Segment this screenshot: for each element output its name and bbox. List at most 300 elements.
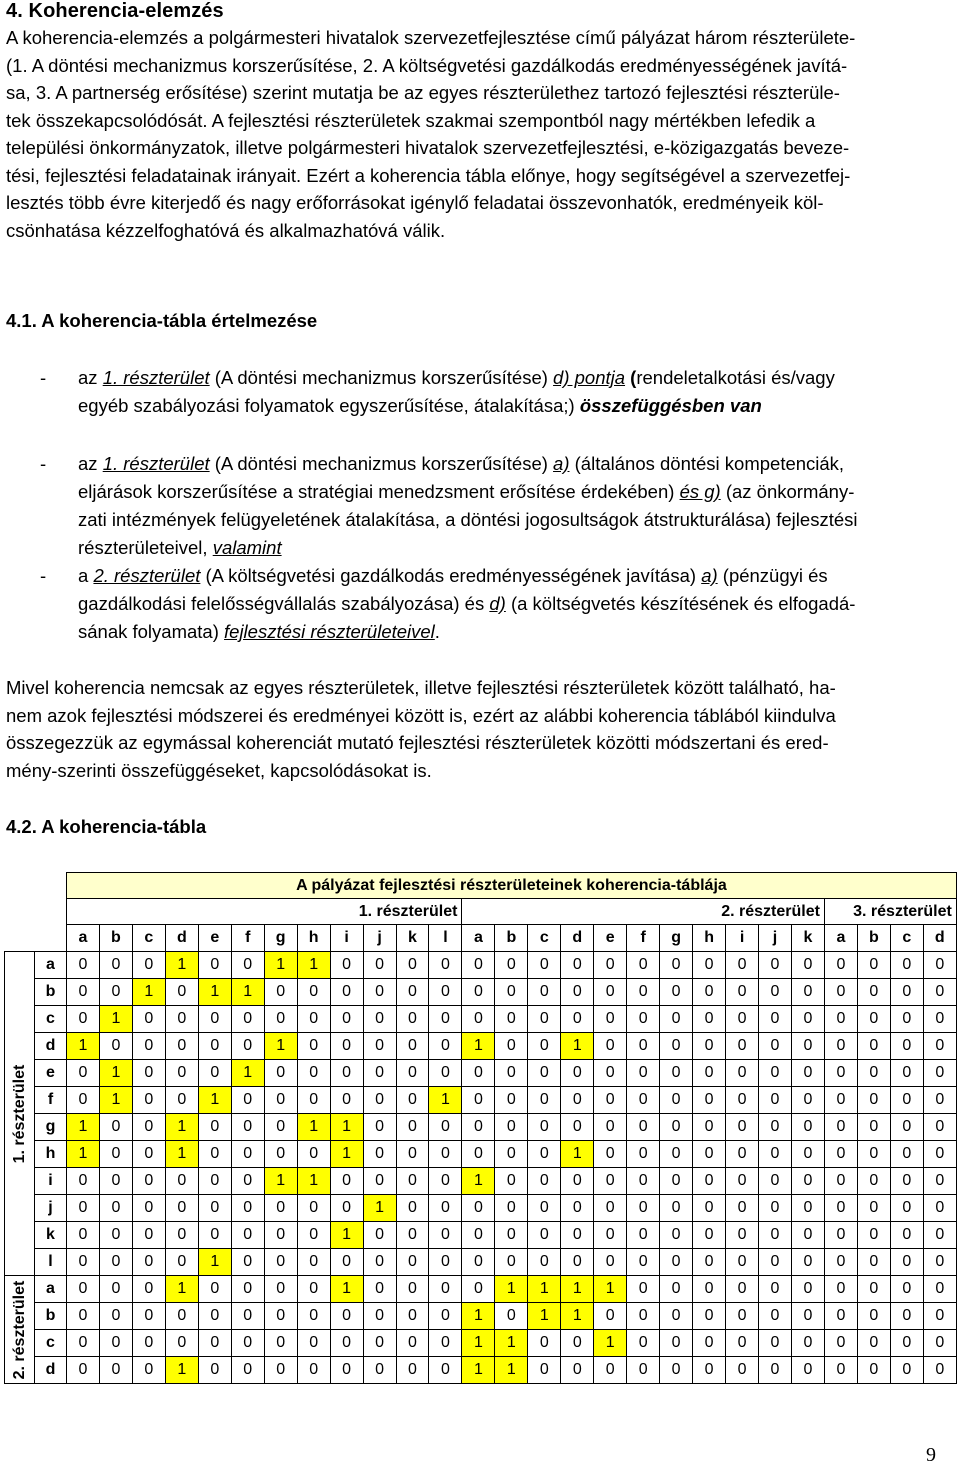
table-column-letter: c — [528, 925, 561, 952]
table-cell: 0 — [396, 1006, 429, 1033]
table-cell: 0 — [495, 1006, 528, 1033]
table-cell: 0 — [297, 1033, 330, 1060]
table-cell: 0 — [693, 1033, 726, 1060]
table-cell: 0 — [594, 1249, 627, 1276]
table-cell: 0 — [528, 1357, 561, 1384]
table-cell: 0 — [528, 1195, 561, 1222]
table-cell: 0 — [363, 1249, 396, 1276]
table-cell: 0 — [330, 1168, 363, 1195]
table-column-letter: i — [726, 925, 759, 952]
table-cell: 0 — [495, 1141, 528, 1168]
table-cell: 0 — [890, 1087, 923, 1114]
table-cell: 0 — [495, 952, 528, 979]
table-cell: 0 — [528, 952, 561, 979]
table-column-letter: d — [561, 925, 594, 952]
table-cell: 0 — [923, 1330, 956, 1357]
table-cell: 0 — [330, 1006, 363, 1033]
table-cell: 0 — [923, 1276, 956, 1303]
table-column-letter: c — [890, 925, 923, 952]
table-cell: 0 — [132, 1276, 165, 1303]
table-cell: 0 — [363, 1222, 396, 1249]
table-cell: 0 — [594, 1006, 627, 1033]
table-cell: 0 — [132, 1303, 165, 1330]
table-corner — [5, 899, 67, 925]
table-cell: 0 — [231, 1222, 264, 1249]
table-cell: 0 — [824, 1357, 857, 1384]
table-cell: 0 — [462, 1195, 495, 1222]
table-column-letter: h — [297, 925, 330, 952]
table-cell: 0 — [759, 1114, 792, 1141]
table-cell: 0 — [923, 1222, 956, 1249]
table-cell: 0 — [857, 1249, 890, 1276]
table-cell: 0 — [824, 1276, 857, 1303]
intro-line: tési, fejlesztési feladatainak irányait. Ezért a koherencia tábla előnye, hogy segítségével a szervezetfej- — [6, 164, 851, 186]
table-cell: 0 — [890, 1114, 923, 1141]
table-cell: 1 — [231, 1060, 264, 1087]
table-cell: 0 — [627, 1195, 660, 1222]
table-row-letter: e — [35, 1060, 67, 1087]
table-cell: 0 — [857, 1222, 890, 1249]
table-cell: 0 — [330, 1087, 363, 1114]
table-row-letter: a — [35, 952, 67, 979]
table-cell: 0 — [561, 1060, 594, 1087]
table-cell: 0 — [627, 1222, 660, 1249]
summary-line: mény-szerinti összefüggéseket, kapcsolódásokat is. — [6, 759, 432, 781]
table-cell: 0 — [198, 1114, 231, 1141]
table-row-letter: d — [35, 1033, 67, 1060]
table-cell: 0 — [165, 1006, 198, 1033]
table-row — [5, 1195, 957, 1222]
table-cell: 1 — [330, 1141, 363, 1168]
table-cell: 0 — [660, 1114, 693, 1141]
table-cell: 1 — [429, 1087, 462, 1114]
table-cell: 1 — [528, 1276, 561, 1303]
table-cell: 0 — [857, 1114, 890, 1141]
table-cell: 0 — [396, 1357, 429, 1384]
table-cell: 1 — [462, 1357, 495, 1384]
table-group-header: 1. részterület — [67, 899, 462, 925]
table-cell: 0 — [495, 1114, 528, 1141]
table-cell: 0 — [429, 1357, 462, 1384]
table-cell: 0 — [660, 1195, 693, 1222]
table-cell: 0 — [726, 1330, 759, 1357]
intro-line: települési önkormányzatok, illetve polgármesteri hivatalok szervezetfejlesztési, e-közigazgatás beveze- — [6, 137, 850, 158]
table-cell: 0 — [594, 1060, 627, 1087]
table-cell: 0 — [297, 1222, 330, 1249]
table-cell: 0 — [99, 1195, 132, 1222]
table-cell: 0 — [627, 952, 660, 979]
table-cell: 0 — [660, 1249, 693, 1276]
table-cell: 0 — [495, 1249, 528, 1276]
table-cell: 1 — [165, 1276, 198, 1303]
table-cell: 0 — [726, 1141, 759, 1168]
table-cell: 0 — [231, 1249, 264, 1276]
table-cell: 0 — [890, 1060, 923, 1087]
table-cell: 0 — [198, 1141, 231, 1168]
table-cell: 0 — [330, 952, 363, 979]
table-cell: 0 — [429, 1006, 462, 1033]
table-cell: 0 — [528, 1249, 561, 1276]
table-cell: 0 — [693, 1195, 726, 1222]
table-cell: 0 — [396, 1276, 429, 1303]
table-cell: 0 — [857, 1141, 890, 1168]
table-cell: 1 — [99, 1087, 132, 1114]
table-cell: 0 — [132, 1330, 165, 1357]
table-cell: 0 — [67, 1087, 100, 1114]
table-cell: 0 — [726, 1168, 759, 1195]
table-cell: 0 — [396, 1033, 429, 1060]
table-cell: 0 — [396, 1330, 429, 1357]
table-cell: 0 — [132, 1222, 165, 1249]
intro-line: sa, 3. A partnerség erősítése) szerint mutatja be az egyes részterülethez tartozó fejlesztési részterüle- — [6, 82, 840, 103]
table-cell: 0 — [660, 1168, 693, 1195]
table-cell: 0 — [198, 1357, 231, 1384]
table-cell: 1 — [528, 1303, 561, 1330]
table-cell: 0 — [396, 952, 429, 979]
table-cell: 0 — [297, 1195, 330, 1222]
table-row — [5, 1222, 957, 1249]
table-cell: 0 — [429, 1168, 462, 1195]
table-side-label-text: 1. részterület — [10, 1064, 28, 1163]
table-cell: 0 — [231, 1357, 264, 1384]
table-cell: 0 — [824, 1249, 857, 1276]
table-cell: 0 — [660, 1222, 693, 1249]
table-cell: 0 — [99, 1141, 132, 1168]
table-cell: 0 — [231, 1276, 264, 1303]
table-cell: 0 — [660, 979, 693, 1006]
table-column-letter: f — [231, 925, 264, 952]
table-cell: 0 — [824, 1168, 857, 1195]
table-cell: 0 — [824, 952, 857, 979]
table-column-letter: l — [429, 925, 462, 952]
table-cell: 0 — [660, 1276, 693, 1303]
table-row-letter: f — [35, 1087, 67, 1114]
table-cell: 0 — [627, 979, 660, 1006]
table-cell: 0 — [264, 1114, 297, 1141]
table-cell: 0 — [67, 952, 100, 979]
table-row-letter: d — [35, 1357, 67, 1384]
table-row-letter: c — [35, 1330, 67, 1357]
table-cell: 0 — [264, 1249, 297, 1276]
table-cell: 0 — [396, 1141, 429, 1168]
table-cell: 1 — [330, 1222, 363, 1249]
table-column-letter: a — [67, 925, 100, 952]
table-cell: 0 — [791, 1033, 824, 1060]
table-cell: 0 — [791, 1087, 824, 1114]
table-cell: 0 — [693, 952, 726, 979]
table-cell: 0 — [132, 1033, 165, 1060]
table-cell: 0 — [297, 1330, 330, 1357]
table-row-letter: b — [35, 1303, 67, 1330]
table-title: A pályázat fejlesztési részterületeinek koherencia-táblája — [67, 873, 957, 899]
table-cell: 0 — [67, 1249, 100, 1276]
table-cell: 0 — [923, 1249, 956, 1276]
table-cell: 0 — [264, 1087, 297, 1114]
table-cell: 0 — [363, 1168, 396, 1195]
table-cell: 0 — [791, 1114, 824, 1141]
table-cell: 0 — [297, 1357, 330, 1384]
table-cell: 0 — [693, 1168, 726, 1195]
table-cell: 0 — [429, 1276, 462, 1303]
table-cell: 0 — [890, 1195, 923, 1222]
table-cell: 0 — [923, 1168, 956, 1195]
table-column-letter: a — [824, 925, 857, 952]
table-column-letter: g — [264, 925, 297, 952]
table-cell: 0 — [264, 1357, 297, 1384]
table-column-letter: b — [495, 925, 528, 952]
table-side-label-text: 2. részterület — [10, 1280, 28, 1379]
table-cell: 0 — [429, 1114, 462, 1141]
table-cell: 0 — [264, 1141, 297, 1168]
table-cell: 0 — [165, 1087, 198, 1114]
table-row — [5, 979, 957, 1006]
table-cell: 0 — [594, 1033, 627, 1060]
table-cell: 0 — [594, 1087, 627, 1114]
table-cell: 1 — [462, 1303, 495, 1330]
table-cell: 0 — [726, 1222, 759, 1249]
bullet-line: az 1. részterület (A döntési mechanizmus korszerűsítése) a) (általános döntési kompetenciák, — [78, 453, 845, 474]
table-column-letter: d — [923, 925, 956, 952]
bullet-line: zati intézmények felügyeletének átalakítása, a döntési jogosultságok átstrukturálása) fejlesztési — [78, 509, 858, 530]
table-cell: 0 — [890, 1357, 923, 1384]
table-row — [5, 1330, 957, 1357]
intro-line: csönhatása kézzelfoghatóvá és alkalmazhatóvá válik. — [6, 219, 446, 241]
table-cell: 0 — [594, 952, 627, 979]
table-cell: 0 — [824, 1060, 857, 1087]
table-cell: 0 — [791, 1141, 824, 1168]
table-cell: 0 — [759, 1087, 792, 1114]
table-cell: 0 — [462, 952, 495, 979]
subsection-heading-interpretation: 4.1. A koherencia-tábla értelmezése — [6, 310, 318, 331]
table-cell: 0 — [693, 1330, 726, 1357]
table-cell: 0 — [660, 1141, 693, 1168]
table-cell: 0 — [923, 1357, 956, 1384]
table-cell: 0 — [594, 1222, 627, 1249]
table-cell: 0 — [165, 1330, 198, 1357]
table-cell: 0 — [693, 1222, 726, 1249]
table-cell: 1 — [99, 1060, 132, 1087]
table-cell: 0 — [429, 1141, 462, 1168]
table-cell: 1 — [165, 1141, 198, 1168]
table-corner — [5, 873, 67, 899]
table-cell: 1 — [99, 1006, 132, 1033]
table-cell: 0 — [231, 952, 264, 979]
table-cell: 0 — [923, 1114, 956, 1141]
bullet-line: az 1. részterület (A döntési mechanizmus korszerűsítése) d) pontja (rendeletalkotási és/vagy — [78, 367, 835, 388]
table-cell: 0 — [561, 1114, 594, 1141]
table-cell: 0 — [594, 1195, 627, 1222]
table-row — [5, 1006, 957, 1033]
table-cell: 0 — [890, 1276, 923, 1303]
table-cell: 0 — [495, 979, 528, 1006]
table-cell: 0 — [297, 979, 330, 1006]
table-cell: 0 — [726, 1114, 759, 1141]
table-cell: 0 — [231, 1195, 264, 1222]
table-cell: 0 — [264, 979, 297, 1006]
table-cell: 0 — [132, 1006, 165, 1033]
table-cell: 0 — [231, 1141, 264, 1168]
table-cell: 0 — [528, 1006, 561, 1033]
table-cell: 0 — [165, 1303, 198, 1330]
table-cell: 0 — [660, 1303, 693, 1330]
table-cell: 0 — [693, 1357, 726, 1384]
table-cell: 1 — [363, 1195, 396, 1222]
summary-paragraph — [6, 674, 936, 784]
table-cell: 0 — [198, 1222, 231, 1249]
table-cell: 0 — [759, 1168, 792, 1195]
intro-line: tek összekapcsolódósát. A fejlesztési részterületek szakmai szempontból nagy mértékben lefedik a — [6, 109, 816, 131]
table-cell: 0 — [297, 1141, 330, 1168]
table-cell: 1 — [198, 979, 231, 1006]
table-cell: 0 — [693, 1060, 726, 1087]
table-cell: 0 — [99, 1033, 132, 1060]
table-row — [5, 1114, 957, 1141]
table-row — [5, 1276, 957, 1303]
table-row-letter: a — [35, 1276, 67, 1303]
table-cell: 0 — [627, 1114, 660, 1141]
table-cell: 0 — [791, 1276, 824, 1303]
table-cell: 0 — [923, 1060, 956, 1087]
table-cell: 0 — [627, 1033, 660, 1060]
table-column-letter: j — [759, 925, 792, 952]
table-cell: 0 — [67, 1006, 100, 1033]
table-cell: 0 — [561, 1006, 594, 1033]
table-cell: 1 — [297, 1114, 330, 1141]
table-cell: 0 — [330, 979, 363, 1006]
table-cell: 0 — [923, 1006, 956, 1033]
table-column-letter: g — [660, 925, 693, 952]
table-column-letter: d — [165, 925, 198, 952]
table-cell: 0 — [660, 1060, 693, 1087]
table-cell: 0 — [923, 1303, 956, 1330]
table-row-letter: l — [35, 1249, 67, 1276]
bullet-line: sának folyamata) fejlesztési részterületeivel. — [78, 621, 440, 642]
table-cell: 0 — [363, 979, 396, 1006]
table-cell: 0 — [396, 979, 429, 1006]
table-cell: 0 — [99, 1330, 132, 1357]
summary-line: összegezzük az egymással koherenciát mutató fejlesztési részterületek közötti módszertani és ered- — [6, 732, 829, 753]
table-row-letter: k — [35, 1222, 67, 1249]
table-cell: 0 — [297, 1276, 330, 1303]
table-cell: 0 — [857, 1087, 890, 1114]
table-cell: 1 — [330, 1276, 363, 1303]
table-cell: 0 — [264, 1222, 297, 1249]
table-cell: 1 — [330, 1114, 363, 1141]
table-cell: 0 — [528, 1222, 561, 1249]
table-cell: 0 — [857, 1330, 890, 1357]
table-column-letter: b — [99, 925, 132, 952]
table-cell: 0 — [528, 1141, 561, 1168]
table-row-letter: h — [35, 1141, 67, 1168]
table-cell: 0 — [429, 1222, 462, 1249]
table-cell: 0 — [528, 1060, 561, 1087]
table-cell: 0 — [759, 952, 792, 979]
table-cell: 0 — [99, 1357, 132, 1384]
table-cell: 0 — [759, 1357, 792, 1384]
table-cell: 0 — [890, 1303, 923, 1330]
table-cell: 0 — [198, 952, 231, 979]
table-cell: 0 — [132, 1087, 165, 1114]
table-cell: 1 — [264, 1168, 297, 1195]
table-cell: 0 — [890, 1141, 923, 1168]
table-cell: 0 — [791, 979, 824, 1006]
table-cell: 0 — [791, 1357, 824, 1384]
table-cell: 0 — [890, 1330, 923, 1357]
table-cell: 1 — [561, 1141, 594, 1168]
table-cell: 0 — [462, 1141, 495, 1168]
table-cell: 0 — [561, 1249, 594, 1276]
table-cell: 0 — [660, 1033, 693, 1060]
table-cell: 0 — [693, 1249, 726, 1276]
table-row-letter: c — [35, 1006, 67, 1033]
table-cell: 0 — [857, 1195, 890, 1222]
table-cell: 1 — [462, 1168, 495, 1195]
table-cell: 0 — [726, 952, 759, 979]
table-cell: 0 — [726, 1357, 759, 1384]
table-cell: 0 — [297, 1249, 330, 1276]
table-cell: 0 — [594, 1141, 627, 1168]
table-group-header: 3. részterület — [824, 899, 956, 925]
table-cell: 0 — [99, 1276, 132, 1303]
table-cell: 0 — [824, 1114, 857, 1141]
table-cell: 0 — [528, 1114, 561, 1141]
table-cell: 0 — [165, 979, 198, 1006]
table-cell: 1 — [198, 1249, 231, 1276]
table-cell: 0 — [429, 1303, 462, 1330]
table-cell: 0 — [857, 1033, 890, 1060]
table-cell: 0 — [561, 1195, 594, 1222]
table-cell: 0 — [165, 1168, 198, 1195]
table-cell: 0 — [528, 1033, 561, 1060]
table-cell: 0 — [561, 1087, 594, 1114]
table-cell: 0 — [594, 1357, 627, 1384]
table-column-letter: a — [462, 925, 495, 952]
table-cell: 0 — [67, 1168, 100, 1195]
table-cell: 0 — [726, 1006, 759, 1033]
table-cell: 0 — [857, 1303, 890, 1330]
table-cell: 0 — [528, 979, 561, 1006]
table-cell: 1 — [165, 1114, 198, 1141]
table-row — [5, 1357, 957, 1384]
table-cell: 0 — [67, 1330, 100, 1357]
table-cell: 0 — [627, 1006, 660, 1033]
coherence-table — [4, 872, 957, 1384]
table-cell: 0 — [759, 1330, 792, 1357]
table-cell: 0 — [561, 1168, 594, 1195]
table-cell: 1 — [462, 1330, 495, 1357]
table-cell: 0 — [791, 952, 824, 979]
table-cell: 0 — [726, 1060, 759, 1087]
table-cell: 0 — [99, 1114, 132, 1141]
table-cell: 0 — [890, 1168, 923, 1195]
table-cell: 0 — [594, 1114, 627, 1141]
table-side-label — [5, 952, 35, 1276]
table-cell: 0 — [396, 1087, 429, 1114]
table-cell: 0 — [198, 1195, 231, 1222]
table-cell: 0 — [660, 1087, 693, 1114]
table-cell: 0 — [561, 1222, 594, 1249]
table-cell: 0 — [594, 1168, 627, 1195]
table-cell: 1 — [67, 1033, 100, 1060]
table-cell: 0 — [462, 1087, 495, 1114]
table-cell: 0 — [923, 1141, 956, 1168]
table-cell: 1 — [67, 1114, 100, 1141]
table-cell: 0 — [759, 979, 792, 1006]
table-column-letter: i — [330, 925, 363, 952]
table-cell: 0 — [824, 1033, 857, 1060]
table-cell: 0 — [627, 1330, 660, 1357]
table-cell: 0 — [495, 1060, 528, 1087]
